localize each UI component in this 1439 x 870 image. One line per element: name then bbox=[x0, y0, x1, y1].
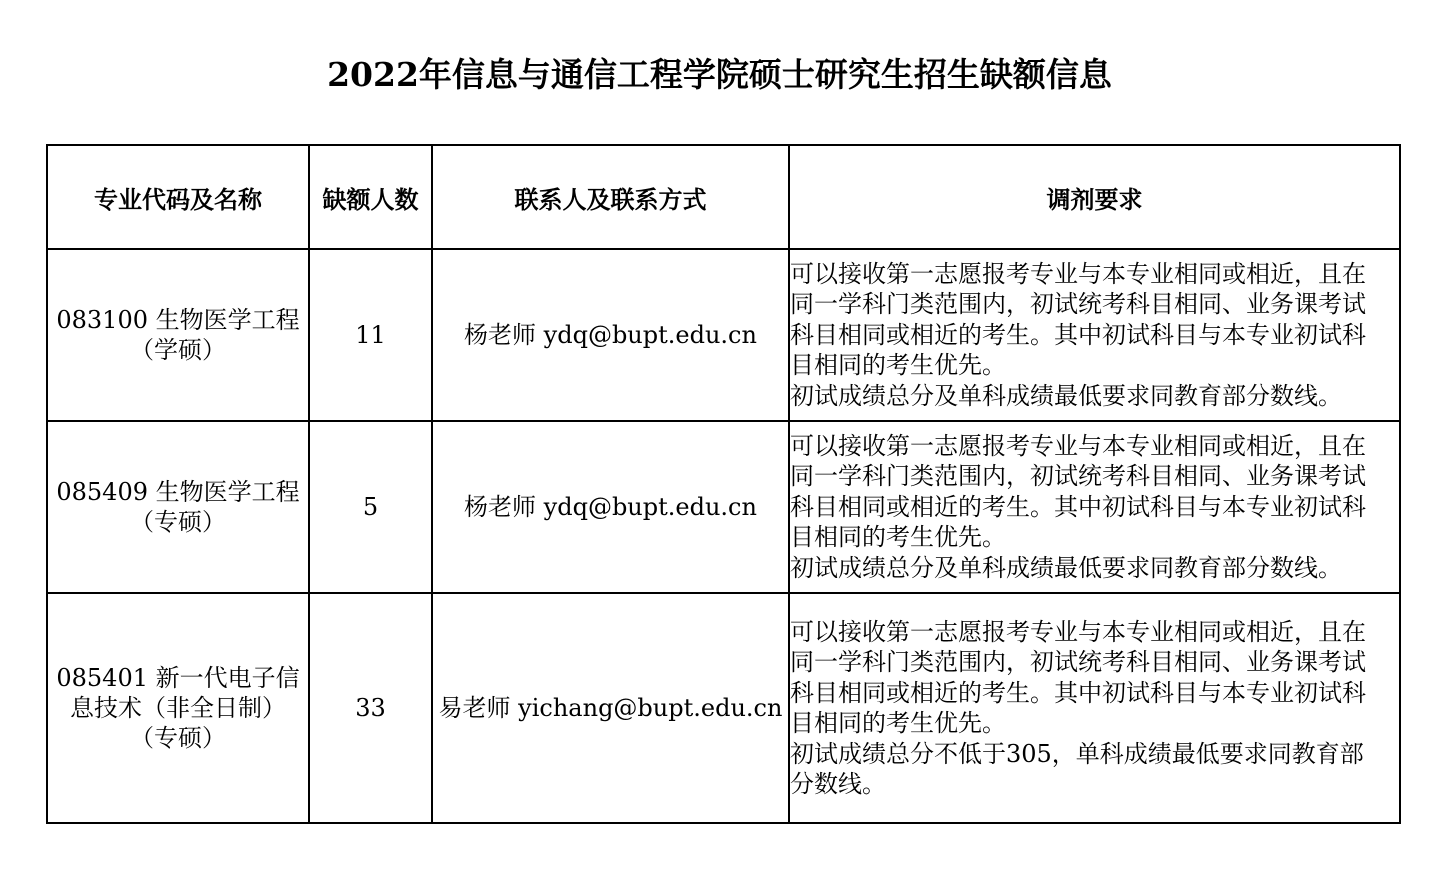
requirement-line: 目相同的考生优先。 bbox=[790, 351, 1006, 380]
major-line: 085409 生物医学工程 bbox=[56, 478, 300, 506]
requirement-line: 可以接收第一志愿报考专业与本专业相同或相近，且在 bbox=[790, 617, 1366, 646]
quota-table bbox=[46, 144, 1401, 824]
requirement-cell bbox=[789, 421, 1400, 593]
contact-cell: 易老师 yichang@bupt.edu.cn bbox=[432, 593, 789, 823]
contact-cell: 杨老师 ydq@bupt.edu.cn bbox=[432, 249, 789, 421]
requirement-line: 科目相同或相近的考生。其中初试科目与本专业初试科 bbox=[790, 320, 1366, 349]
major-line: （专硕） bbox=[130, 724, 226, 752]
header-quota: 缺额人数 bbox=[309, 145, 432, 249]
requirement-line: 可以接收第一志愿报考专业与本专业相同或相近，且在 bbox=[790, 431, 1366, 460]
header-requirement: 调剂要求 bbox=[789, 145, 1400, 249]
requirement-line: 初试成绩总分不低于305，单科成绩最低要求同教育部 bbox=[790, 739, 1364, 768]
requirement-cell bbox=[789, 249, 1400, 421]
requirement-cell bbox=[789, 593, 1400, 823]
requirement-line: 目相同的考生优先。 bbox=[790, 709, 1006, 737]
quota-cell: 5 bbox=[309, 421, 432, 593]
requirement-line: 科目相同或相近的考生。其中初试科目与本专业初试科 bbox=[790, 678, 1366, 707]
requirement-line: 分数线。 bbox=[790, 770, 886, 798]
major-cell bbox=[47, 593, 309, 823]
requirement-line: 可以接收第一志愿报考专业与本专业相同或相近，且在 bbox=[790, 259, 1366, 288]
requirement-line: 同一学科门类范围内，初试统考科目相同、业务课考试 bbox=[790, 462, 1366, 491]
contact-cell: 杨老师 ydq@bupt.edu.cn bbox=[432, 421, 789, 593]
header-major: 专业代码及名称 bbox=[47, 145, 309, 249]
requirement-line: 目相同的考生优先。 bbox=[790, 523, 1006, 552]
page-title: 2022年信息与通信工程学院硕士研究生招生缺额信息 bbox=[327, 55, 1112, 94]
requirement-line: 同一学科门类范围内，初试统考科目相同、业务课考试 bbox=[790, 648, 1366, 676]
major-line: 085401 新一代电子信 bbox=[56, 664, 300, 692]
requirement-line: 同一学科门类范围内，初试统考科目相同、业务课考试 bbox=[790, 290, 1366, 319]
requirement-line: 初试成绩总分及单科成绩最低要求同教育部分数线。 bbox=[790, 553, 1342, 582]
table-row bbox=[47, 249, 1400, 421]
major-cell bbox=[47, 249, 309, 421]
major-line: 083100 生物医学工程 bbox=[56, 306, 300, 334]
quota-cell: 33 bbox=[309, 593, 432, 823]
major-line: （学硕） bbox=[130, 336, 226, 364]
quota-cell: 11 bbox=[309, 249, 432, 421]
major-line: 息技术（非全日制） bbox=[70, 694, 286, 722]
requirement-line: 初试成绩总分及单科成绩最低要求同教育部分数线。 bbox=[790, 381, 1342, 410]
major-line: （专硕） bbox=[130, 508, 226, 536]
requirement-line: 科目相同或相近的考生。其中初试科目与本专业初试科 bbox=[790, 492, 1366, 521]
table-header-row bbox=[47, 145, 1400, 249]
table-row bbox=[47, 593, 1400, 823]
header-contact: 联系人及联系方式 bbox=[432, 145, 789, 249]
major-cell bbox=[47, 421, 309, 593]
table-row bbox=[47, 421, 1400, 593]
